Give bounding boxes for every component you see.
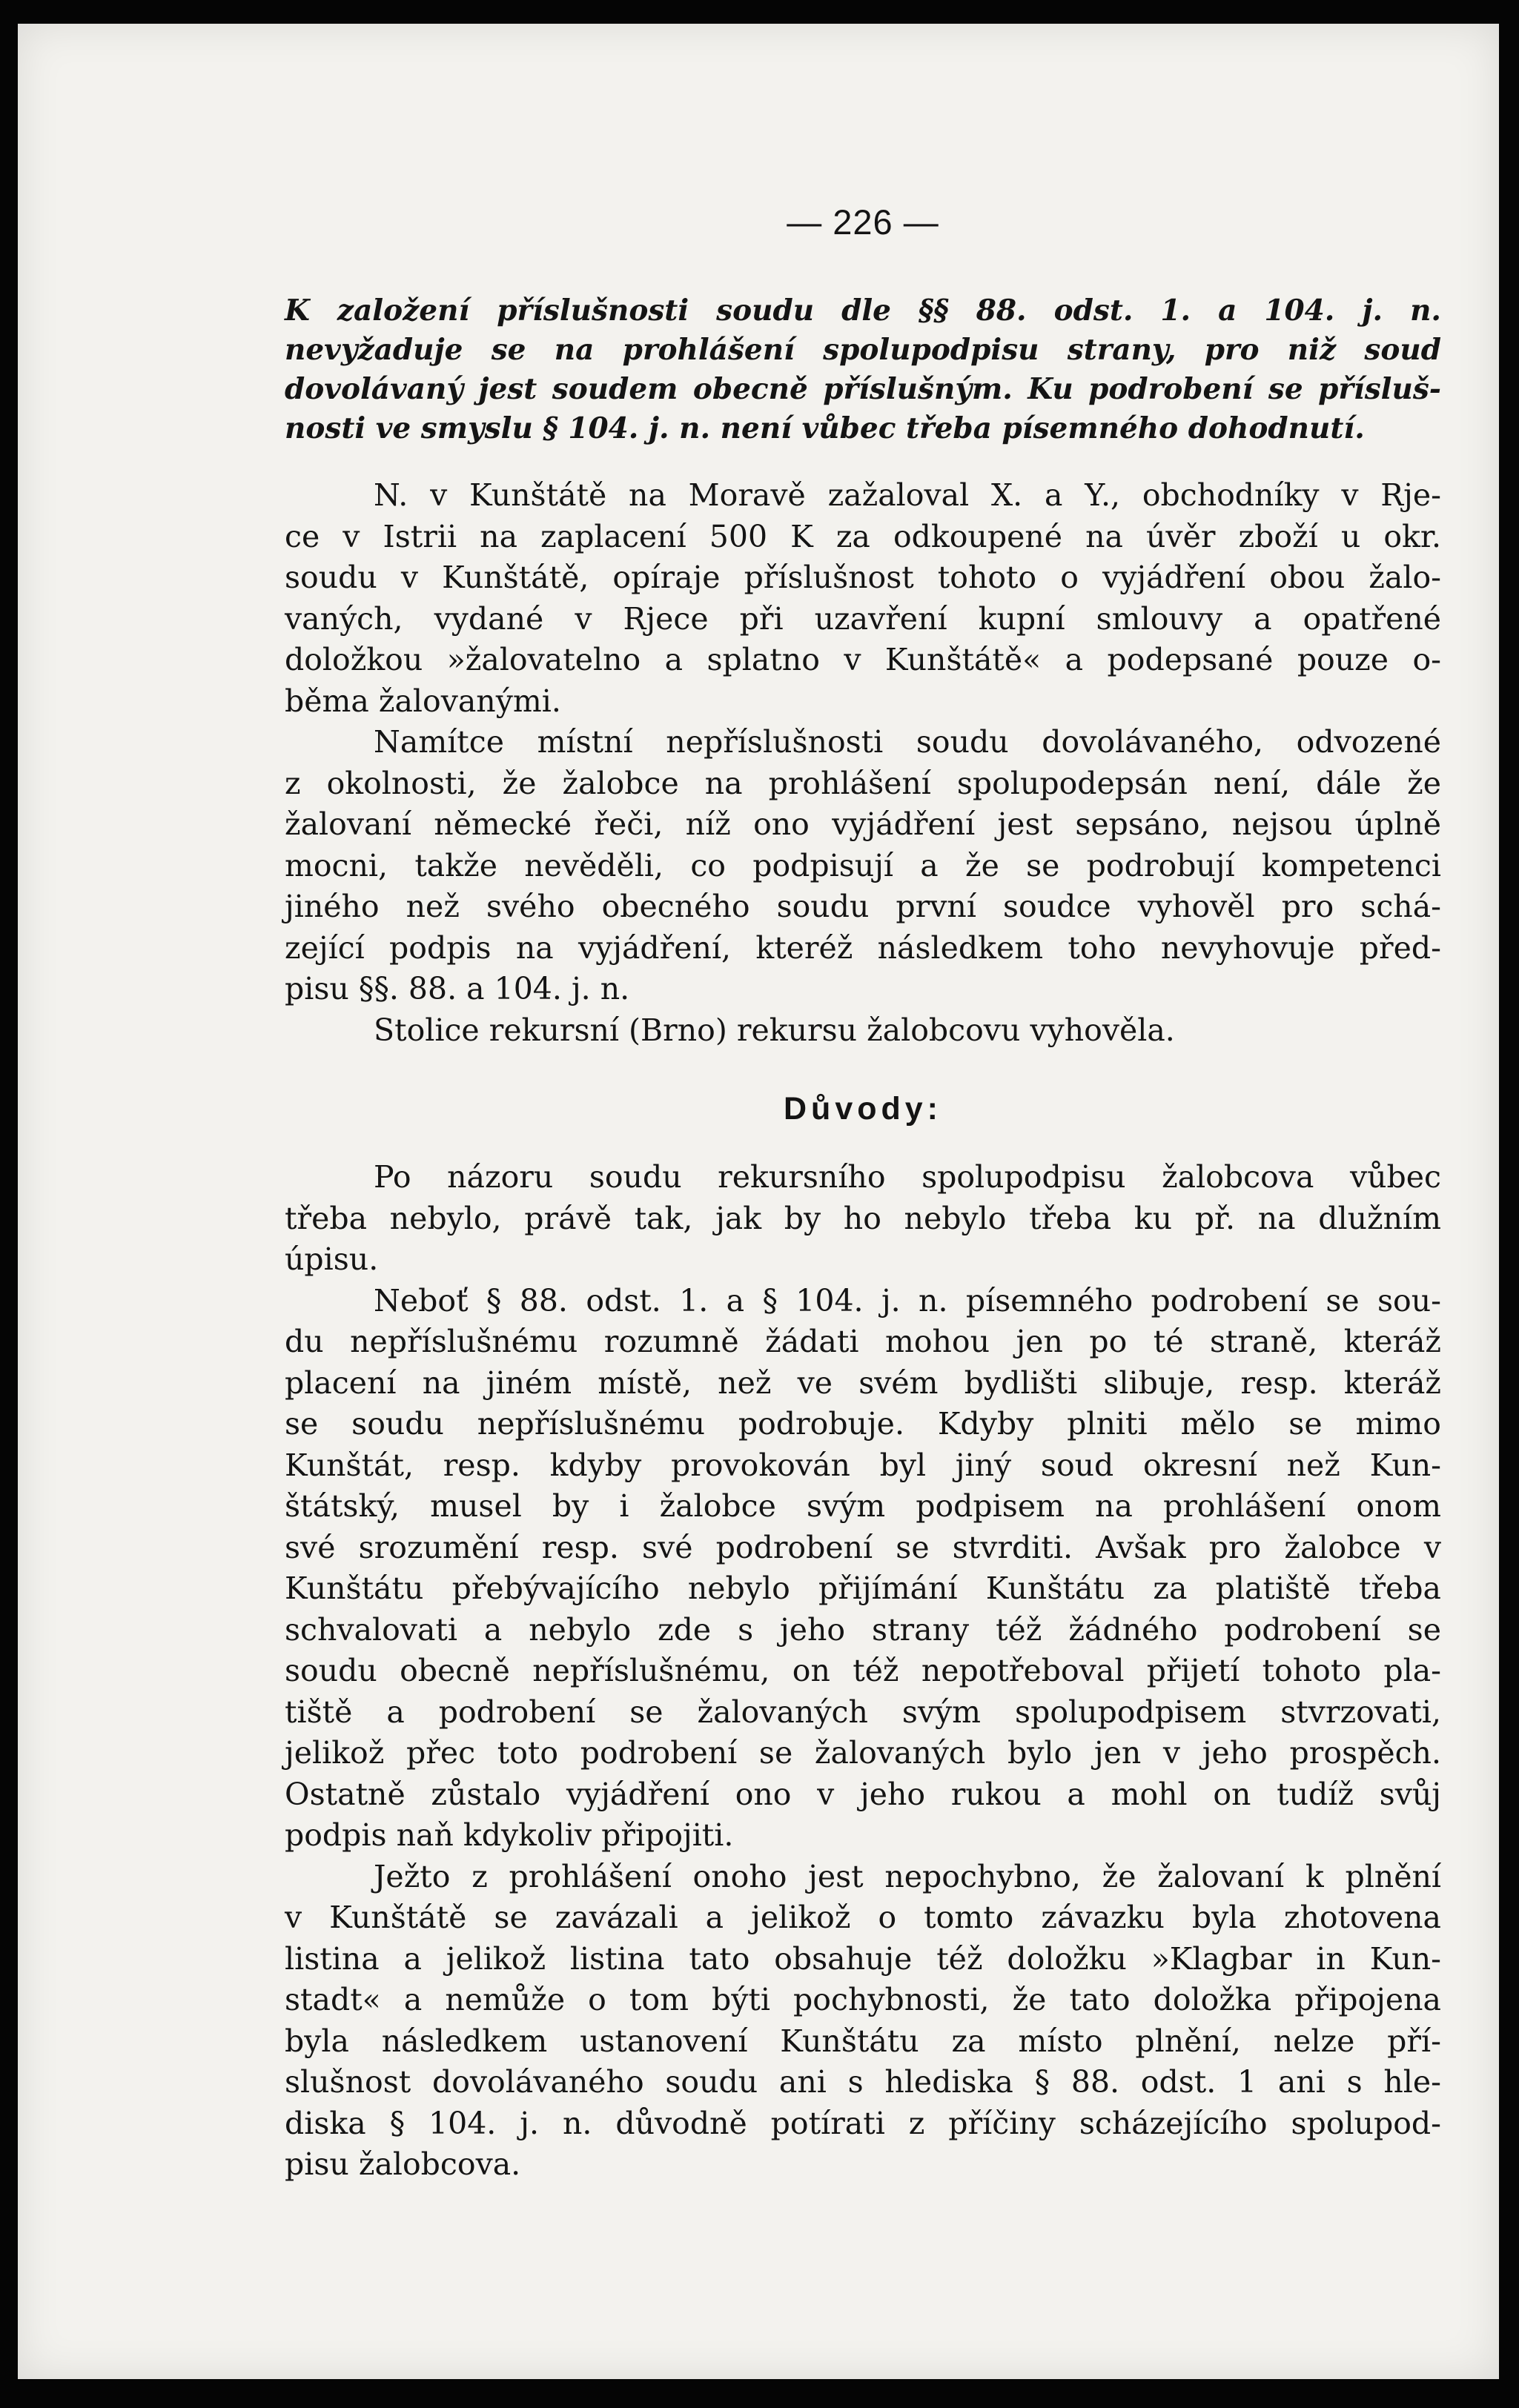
text-line: doložkou »žalovatelno a splatno v Kunštátě« a podepsané pouze o- <box>285 642 1441 677</box>
text-line: du nepříslušnému rozumně žádati mohou jen po té straně, kteráž <box>285 1324 1441 1359</box>
text-line: slušnost dovolávaného soudu ani s hlediska § 88. odst. 1 ani s hle- <box>285 2064 1441 2100</box>
text-line: byla následkem ustanovení Kunštátu za místo plnění, nelze pří- <box>285 2023 1441 2059</box>
text-line: mocni, takže nevěděli, co podpisují a že se podrobují kompetenci <box>285 847 1441 883</box>
page-content <box>285 202 1441 2186</box>
text-line: štátský, musel by i žalobce svým podpisem na prohlášení onom <box>285 1488 1441 1524</box>
headnote-line: K založení příslušnosti soudu dle §§ 88. odst. 1. a 104. j. n. <box>285 293 1441 328</box>
text-line: N. v Kunštátě na Moravě zažaloval X. a Y., obchodníky v Rje- <box>374 477 1441 513</box>
text-line: Neboť § 88. odst. 1. a § 104. j. n. písemného podrobení se sou- <box>374 1282 1441 1319</box>
text-line: běma žalovanými. <box>285 683 561 719</box>
text-line: žalovaní německé řeči, níž ono vyjádření jest sepsáno, nejsou úplně <box>285 806 1441 842</box>
paragraph-ruling <box>285 1010 1441 1052</box>
text-line: se soudu nepříslušnému podrobuje. Kdyby plniti mělo se mimo <box>285 1406 1441 1442</box>
text-line: listina a jelikož listina tato obsahuje též doložku »Klagbar in Kun- <box>285 1940 1441 1977</box>
text-line: Namítce místní nepříslušnosti soudu dovolávaného, odvozené <box>374 724 1441 760</box>
page-number: — 226 — <box>787 202 939 242</box>
headnote-line: dovolávaný jest soudem obecně příslušným. Ku podrobení se přísluš- <box>285 372 1441 406</box>
text-line: Ježto z prohlášení onoho jest nepochybno, že žalovaní k plnění <box>374 1858 1441 1894</box>
text-line: zející podpis na vyjádření, kteréž následkem toho nevyhovuje před- <box>285 929 1441 966</box>
section-heading: Důvody: <box>784 1091 942 1127</box>
text-line: jiného než svého obecného soudu první soudce vyhověl pro schá- <box>285 889 1441 924</box>
text-line: Stolice rekursní (Brno) rekursu žalobcovu vyhověla. <box>374 1012 1175 1048</box>
text-line: pisu §§. 88. a 104. j. n. <box>285 971 630 1006</box>
text-line: úpisu. <box>285 1241 379 1277</box>
text-line: vaných, vydané v Rjece při uzavření kupní smlouvy a opatřené <box>285 600 1441 637</box>
text-line: Kunštát, resp. kdyby provokován byl jiný soud okresní než Kun- <box>285 1447 1441 1483</box>
text-line: z okolnosti, že žalobce na prohlášení spolupodepsán není, dále že <box>285 765 1441 801</box>
text-line: soudu v Kunštátě, opíraje příslušnost tohoto o vyjádření obou žalo- <box>285 560 1441 595</box>
headnote-line: nevyžaduje se na prohlášení spolupodpisu strany, pro niž soud <box>285 333 1441 367</box>
text-line: diska § 104. j. n. důvodně potírati z příčiny scházejícího spolupod- <box>285 2105 1441 2141</box>
text-line: tiště a podrobení se žalovaných svým spolupodpisem stvrzovati, <box>285 1694 1441 1730</box>
text-line: třeba nebylo, právě tak, jak by ho nebylo třeba ku př. na dlužním <box>285 1200 1441 1236</box>
text-line: pisu žalobcova. <box>285 2146 521 2182</box>
text-line: Po názoru soudu rekursního spolupodpisu žalobcova vůbec <box>374 1159 1441 1195</box>
text-line: schvalovati a nebylo zde s jeho strany též žádného podrobení se <box>285 1611 1441 1648</box>
text-line: ce v Istrii na zaplacení 500 K za odkoupené na úvěr zboží u okr. <box>285 518 1441 554</box>
text-line: Ostatně zůstalo vyjádření ono v jeho rukou a mohl on tudíž svůj <box>285 1776 1441 1812</box>
text-line: své srozumění resp. své podrobení se stvrditi. Avšak pro žalobce v <box>285 1529 1441 1565</box>
paragraph-reason-2 <box>285 1281 1441 1857</box>
text-line: v Kunštátě se zavázali a jelikož o tomto závazku byla zhotovena <box>285 1900 1441 1935</box>
text-line: placení na jiném místě, než ve svém bydlišti slibuje, resp. kteráž <box>285 1364 1441 1401</box>
document-page <box>18 24 1499 2379</box>
paragraph-reason-3 <box>285 1857 1441 2186</box>
text-line: stadt« a nemůže o tom býti pochybnosti, že tato doložka připojena <box>285 1982 1441 2017</box>
text-line: jelikož přec toto podrobení se žalovaných bylo jen v jeho prospěch. <box>285 1735 1441 1771</box>
paragraph-facts <box>285 475 1441 722</box>
text-line: soudu obecně nepříslušnému, on též nepotřeboval přijetí tohoto pla- <box>285 1653 1441 1688</box>
text-line: Kunštátu přebývajícího nebylo přijímání Kunštátu za platiště třeba <box>285 1570 1441 1606</box>
paragraph-reason-1 <box>285 1157 1441 1281</box>
headnote <box>285 291 1441 448</box>
headnote-line: nosti ve smyslu § 104. j. n. není vůbec třeba písemného dohodnutí. <box>285 411 1365 445</box>
paragraph-objection <box>285 722 1441 1010</box>
text-line: podpis naň kdykoliv připojiti. <box>285 1817 734 1853</box>
